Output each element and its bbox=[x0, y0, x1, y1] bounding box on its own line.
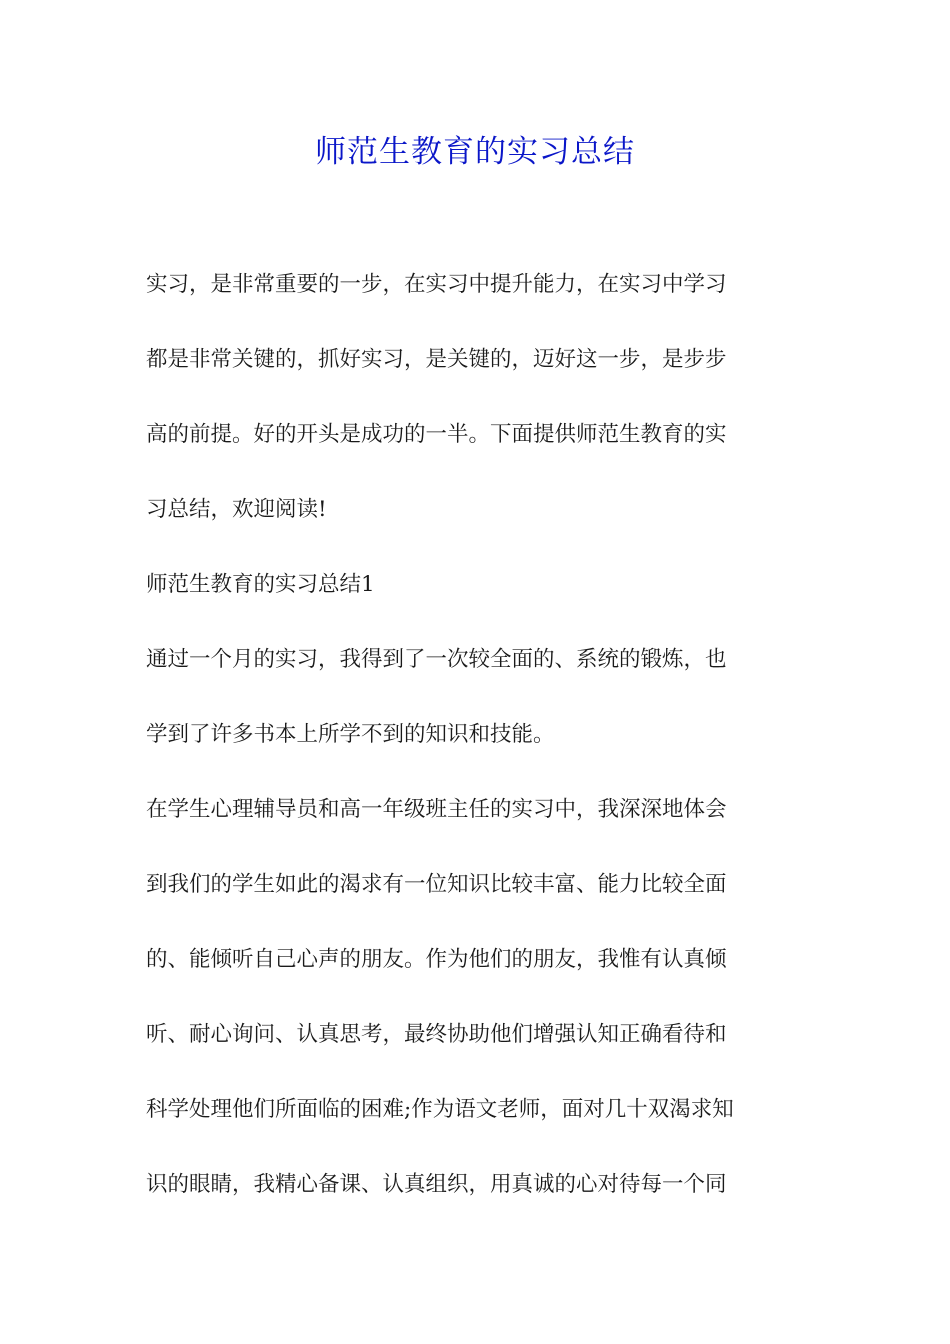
paragraph-2-line-2: 到我们的学生如此的渴求有一位知识比较丰富、能力比较全面 bbox=[146, 872, 727, 897]
paragraph-2-line-5: 科学处理他们所面临的困难;作为语文老师，面对几十双渴求知 bbox=[146, 1097, 734, 1122]
paragraph-2-line-1: 在学生心理辅导员和高一年级班主任的实习中，我深深地体会 bbox=[146, 797, 727, 822]
document-title: 师范生教育的实习总结 bbox=[315, 134, 635, 170]
intro-line-1: 实习，是非常重要的一步，在实习中提升能力，在实习中学习 bbox=[146, 272, 727, 297]
intro-line-3: 高的前提。好的开头是成功的一半。下面提供师范生教育的实 bbox=[146, 422, 727, 447]
paragraph-2-line-3: 的、能倾听自己心声的朋友。作为他们的朋友，我惟有认真倾 bbox=[146, 947, 727, 972]
paragraph-1-line-2: 学到了许多书本上所学不到的知识和技能。 bbox=[146, 722, 555, 747]
section-heading: 师范生教育的实习总结1 bbox=[146, 572, 375, 597]
paragraph-2-line-6: 识的眼睛，我精心备课、认真组织，用真诚的心对待每一个同 bbox=[146, 1172, 727, 1197]
intro-line-2: 都是非常关键的，抓好实习，是关键的，迈好这一步，是步步 bbox=[146, 347, 727, 372]
paragraph-2-line-4: 听、耐心询问、认真思考，最终协助他们增强认知正确看待和 bbox=[146, 1022, 727, 1047]
paragraph-1-line-1: 通过一个月的实习，我得到了一次较全面的、系统的锻炼，也 bbox=[146, 647, 727, 672]
intro-line-4: 习总结，欢迎阅读! bbox=[146, 497, 327, 522]
